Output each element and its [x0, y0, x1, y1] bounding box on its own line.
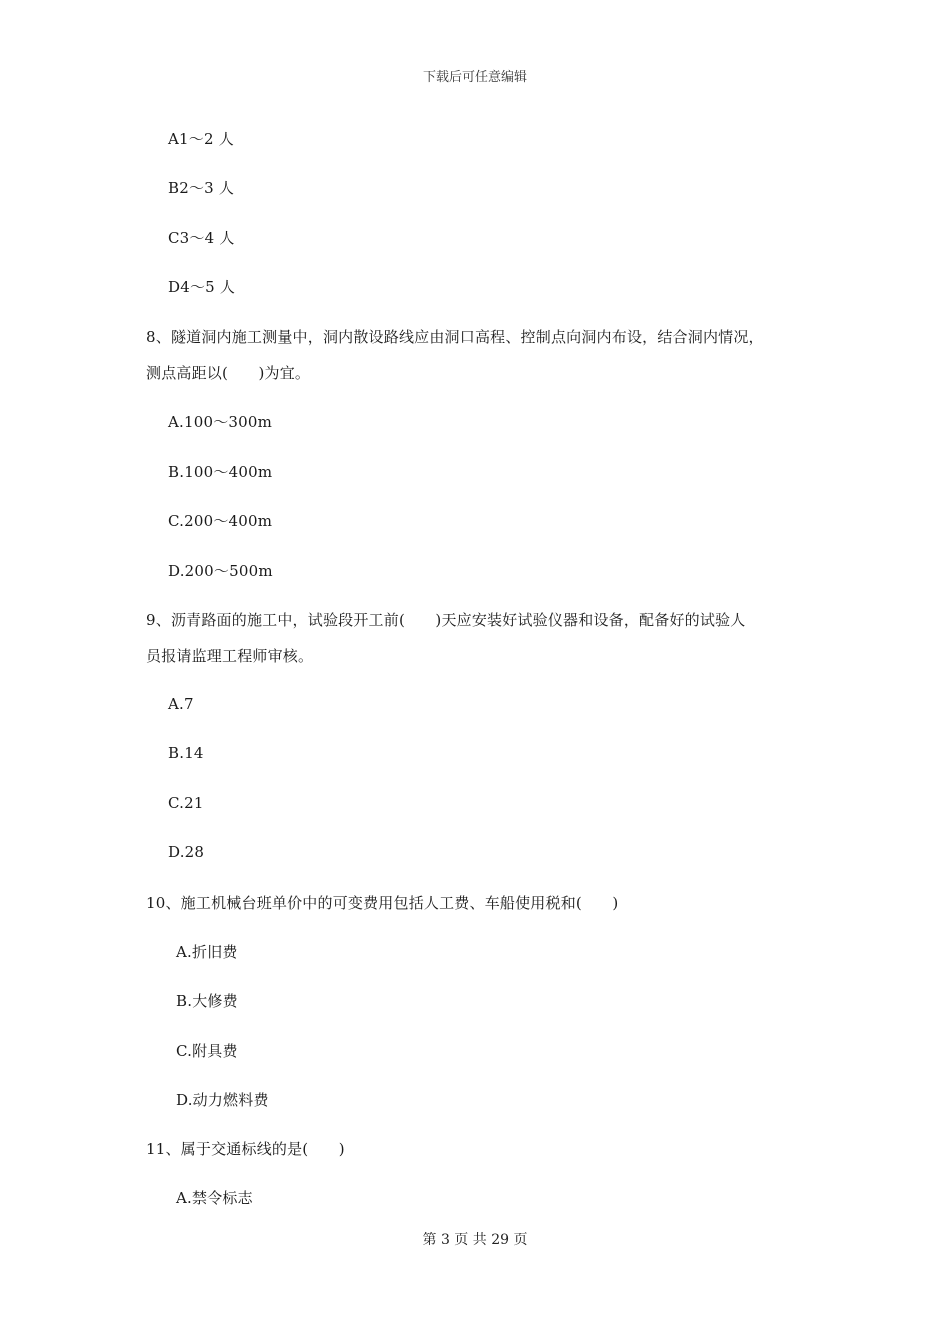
option-a-prev: A1～2 人: [168, 130, 234, 148]
question-10-option-b: B.大修费: [176, 992, 238, 1010]
question-9-option-c: C.21: [168, 794, 204, 812]
question-11-option-a: A.禁令标志: [176, 1189, 253, 1207]
option-b-prev: B2～3 人: [168, 179, 235, 197]
page-footer: 第 3 页 共 29 页: [422, 1232, 528, 1248]
question-9-option-a: A.7: [168, 695, 194, 713]
question-8-option-c: C.200～400m: [168, 512, 273, 530]
question-11-line-1: 11、属于交通标线的是( ): [146, 1140, 345, 1158]
option-d-prev: D4～5 人: [168, 278, 236, 296]
question-9-line-1: 9、沥青路面的施工中，试验段开工前( )天应安装好试验仪器和设备，配备好的试验人: [146, 611, 746, 629]
question-10-line-1: 10、施工机械台班单价中的可变费用包括人工费、车船使用税和( ): [146, 894, 619, 912]
question-8-line-2: 测点高距以( )为宜。: [146, 364, 311, 382]
option-c-prev: C3～4 人: [168, 229, 235, 247]
question-8-option-a: A.100～300m: [168, 413, 273, 431]
question-8-line-1: 8、隧道洞内施工测量中，洞内散设路线应由洞口高程、控制点向洞内布设，结合洞内情况，: [146, 328, 764, 346]
question-10-option-a: A.折旧费: [176, 943, 238, 961]
page-header: 下载后可任意编辑: [422, 70, 527, 85]
question-10-option-c: C.附具费: [176, 1042, 238, 1060]
question-8-option-d: D.200～500m: [168, 562, 273, 580]
question-9-option-d: D.28: [168, 843, 205, 861]
question-8-option-b: B.100～400m: [168, 463, 273, 481]
question-10-option-d: D.动力燃料费: [176, 1091, 269, 1109]
question-9-option-b: B.14: [168, 744, 204, 762]
question-9-line-2: 员报请监理工程师审核。: [146, 647, 314, 665]
